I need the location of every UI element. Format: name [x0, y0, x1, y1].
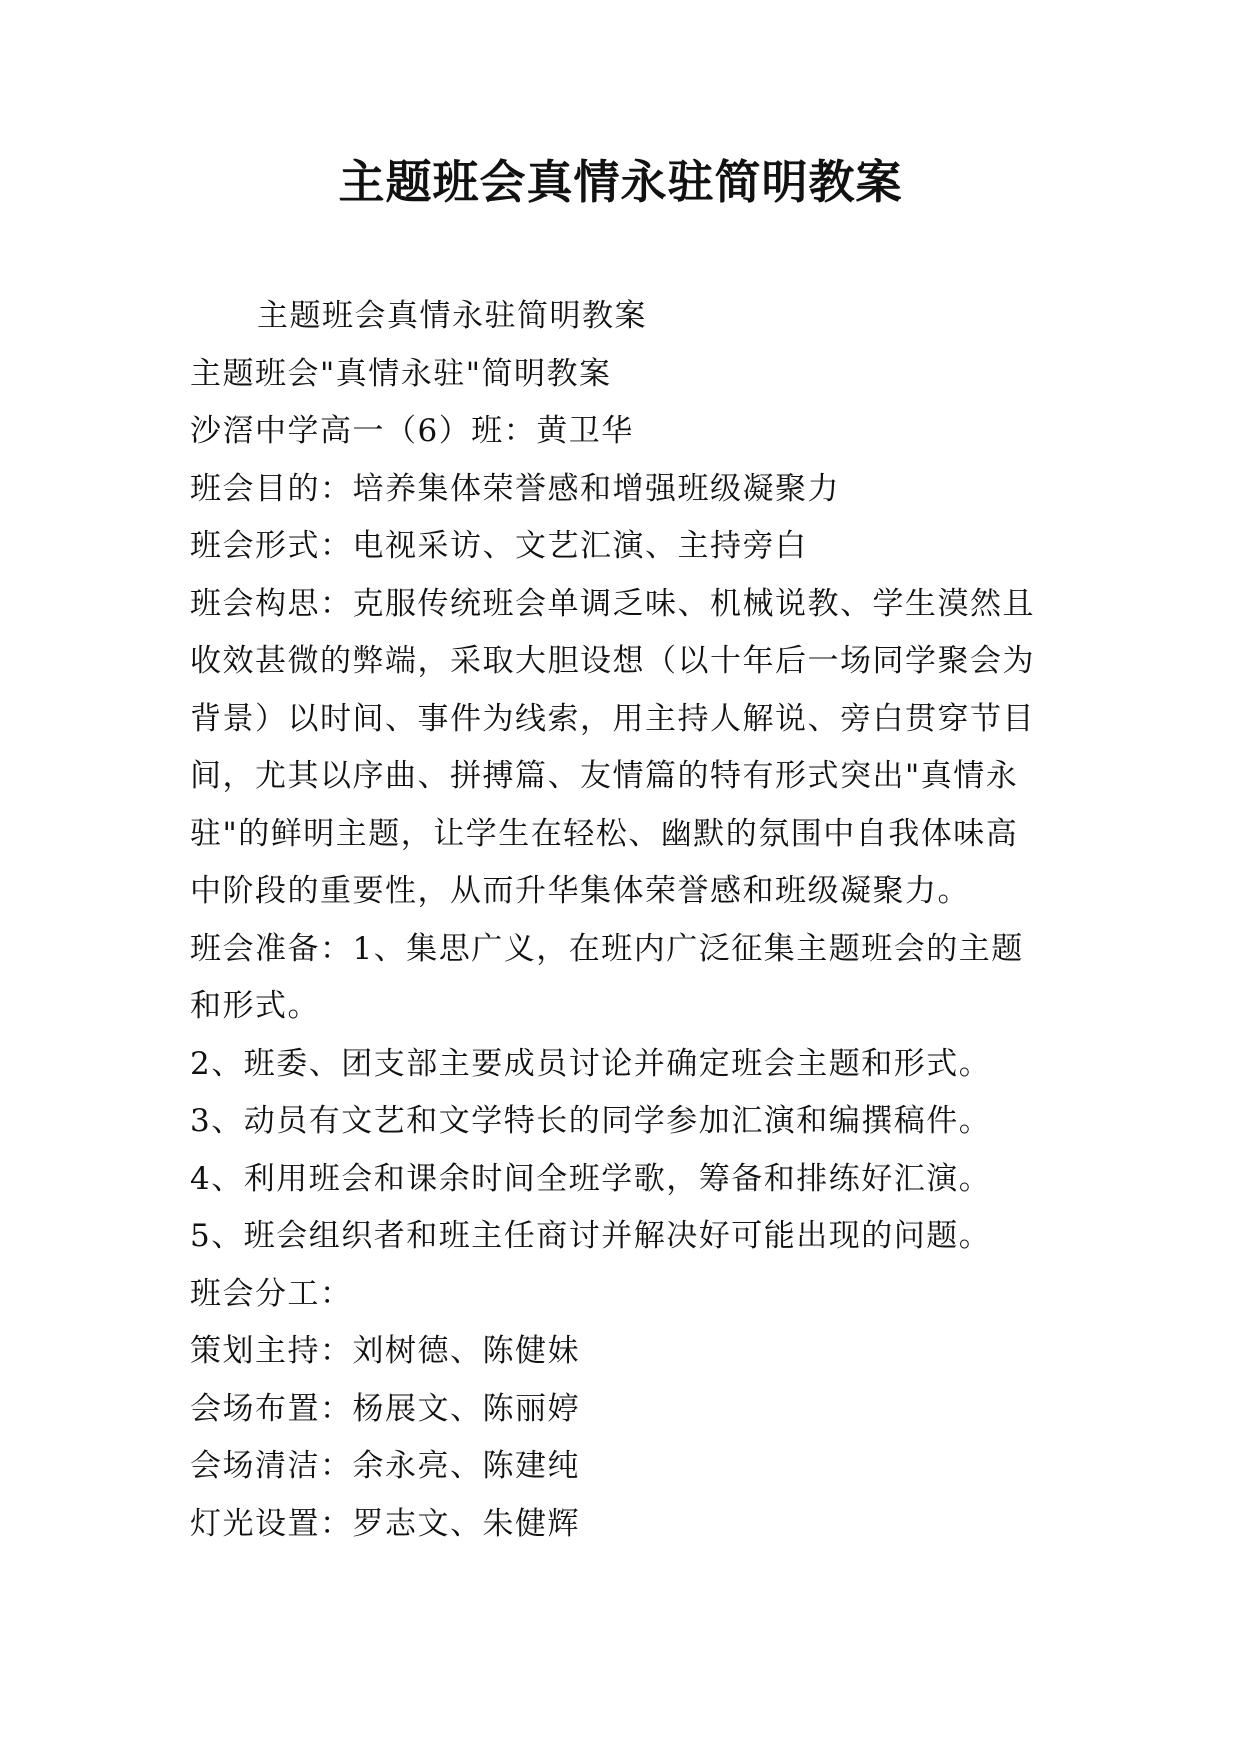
body-line-concept-5: 驻"的鲜明主题，让学生在轻松、幽默的氛围中自我体味高: [190, 815, 1019, 852]
body-line-division-cleaning: 会场清洁：余永亮、陈建纯: [190, 1448, 580, 1484]
body-line-division-lighting: 灯光设置：罗志文、朱健辉: [190, 1505, 580, 1542]
body-line-heading: 主题班会真情永驻简明教案: [257, 298, 647, 334]
body-line-preparation-5: 5、班会组织者和班主任商讨并解决好可能出现的问题。: [190, 1218, 992, 1254]
body-line-concept-3: 背景）以时间、事件为线索，用主持人解说、旁白贯穿节目: [190, 700, 1035, 737]
body-line-concept-6: 中阶段的重要性，从而升华集体荣誉感和班级凝聚力。: [190, 873, 970, 909]
body-line-division-planning: 策划主持：刘树德、陈健妹: [190, 1333, 580, 1369]
body-line-purpose: 班会目的：培养集体荣誉感和增强班级凝聚力: [190, 470, 840, 507]
body-line-division-heading: 班会分工：: [190, 1275, 353, 1312]
body-line-subtitle: 主题班会"真情永驻"简明教案: [190, 355, 612, 392]
body-line-author: 沙滘中学高一（6）班：黄卫华: [190, 413, 634, 449]
document-body: [190, 288, 1060, 1553]
body-line-division-venue: 会场布置：杨展文、陈丽婷: [190, 1390, 580, 1427]
body-line-preparation-4: 4、利用班会和课余时间全班学歌，筹备和排练好汇演。: [190, 1160, 992, 1197]
body-line-preparation-2: 2、班委、团支部主要成员讨论并确定班会主题和形式。: [190, 1045, 992, 1082]
body-line-concept-1: 班会构思：克服传统班会单调乏味、机械说教、学生漠然且: [190, 585, 1035, 622]
body-line-concept-4: 间，尤其以序曲、拼搏篇、友情篇的特有形式突出"真情永: [190, 758, 1019, 794]
body-line-format: 班会形式：电视采访、文艺汇演、主持旁白: [190, 528, 808, 564]
document-title: 主题班会真情永驻简明教案: [338, 155, 903, 209]
body-line-preparation-1: 班会准备：1、集思广义，在班内广泛征集主题班会的主题: [190, 930, 1024, 967]
body-line-preparation-1b: 和形式。: [190, 988, 320, 1024]
body-line-preparation-3: 3、动员有文艺和文学特长的同学参加汇演和编撰稿件。: [190, 1103, 992, 1139]
body-line-concept-2: 收效甚微的弊端，采取大胆设想（以十年后一场同学聚会为: [190, 643, 1035, 679]
